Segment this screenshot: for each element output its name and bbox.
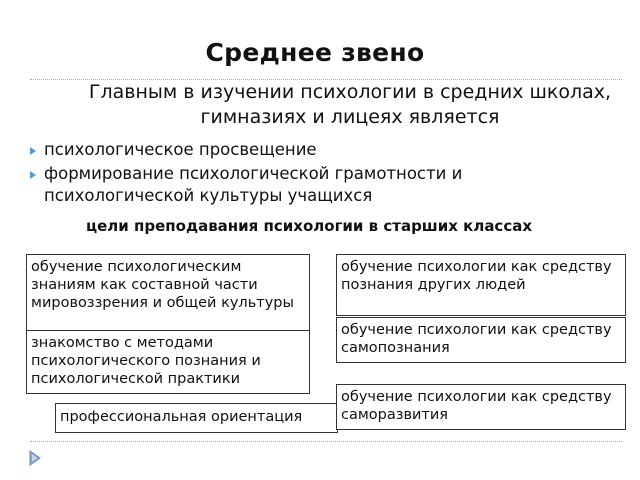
- goal-box-self-development: обучение психологии как средству саморазвития: [336, 384, 626, 430]
- bullet-item: [30, 163, 590, 207]
- triangle-bullet-icon: [30, 171, 36, 179]
- goal-box-methods: знакомство с методами психологического познания и психологической практики: [26, 330, 310, 394]
- bullet-text: формирование психологической грамотности и психологической культуры учащихся: [44, 164, 463, 205]
- bullet-list: [30, 139, 590, 209]
- slide-subtitle: Главным в изучении психологии в средних школах, гимназиях и лицеях является: [88, 81, 612, 128]
- bullet-text: психологическое просвещение: [44, 140, 317, 159]
- goal-box-knowledge: обучение психологическим знаниям как составной части мировоззрения и общей культуры: [26, 254, 310, 332]
- goal-box-knowing-others: обучение психологии как средству познания других людей: [336, 254, 626, 316]
- slide-corner-icon: [28, 450, 42, 466]
- bullet-item: [30, 139, 590, 161]
- footer-divider: [30, 441, 622, 442]
- goals-heading: цели преподавания психологии в старших классах: [86, 217, 533, 235]
- goal-box-self-knowledge: обучение психологии как средству самопознания: [336, 317, 626, 363]
- triangle-bullet-icon: [30, 147, 36, 155]
- goal-box-career: профессиональная ориентация: [55, 403, 338, 433]
- slide-title: Среднее звено: [205, 38, 425, 67]
